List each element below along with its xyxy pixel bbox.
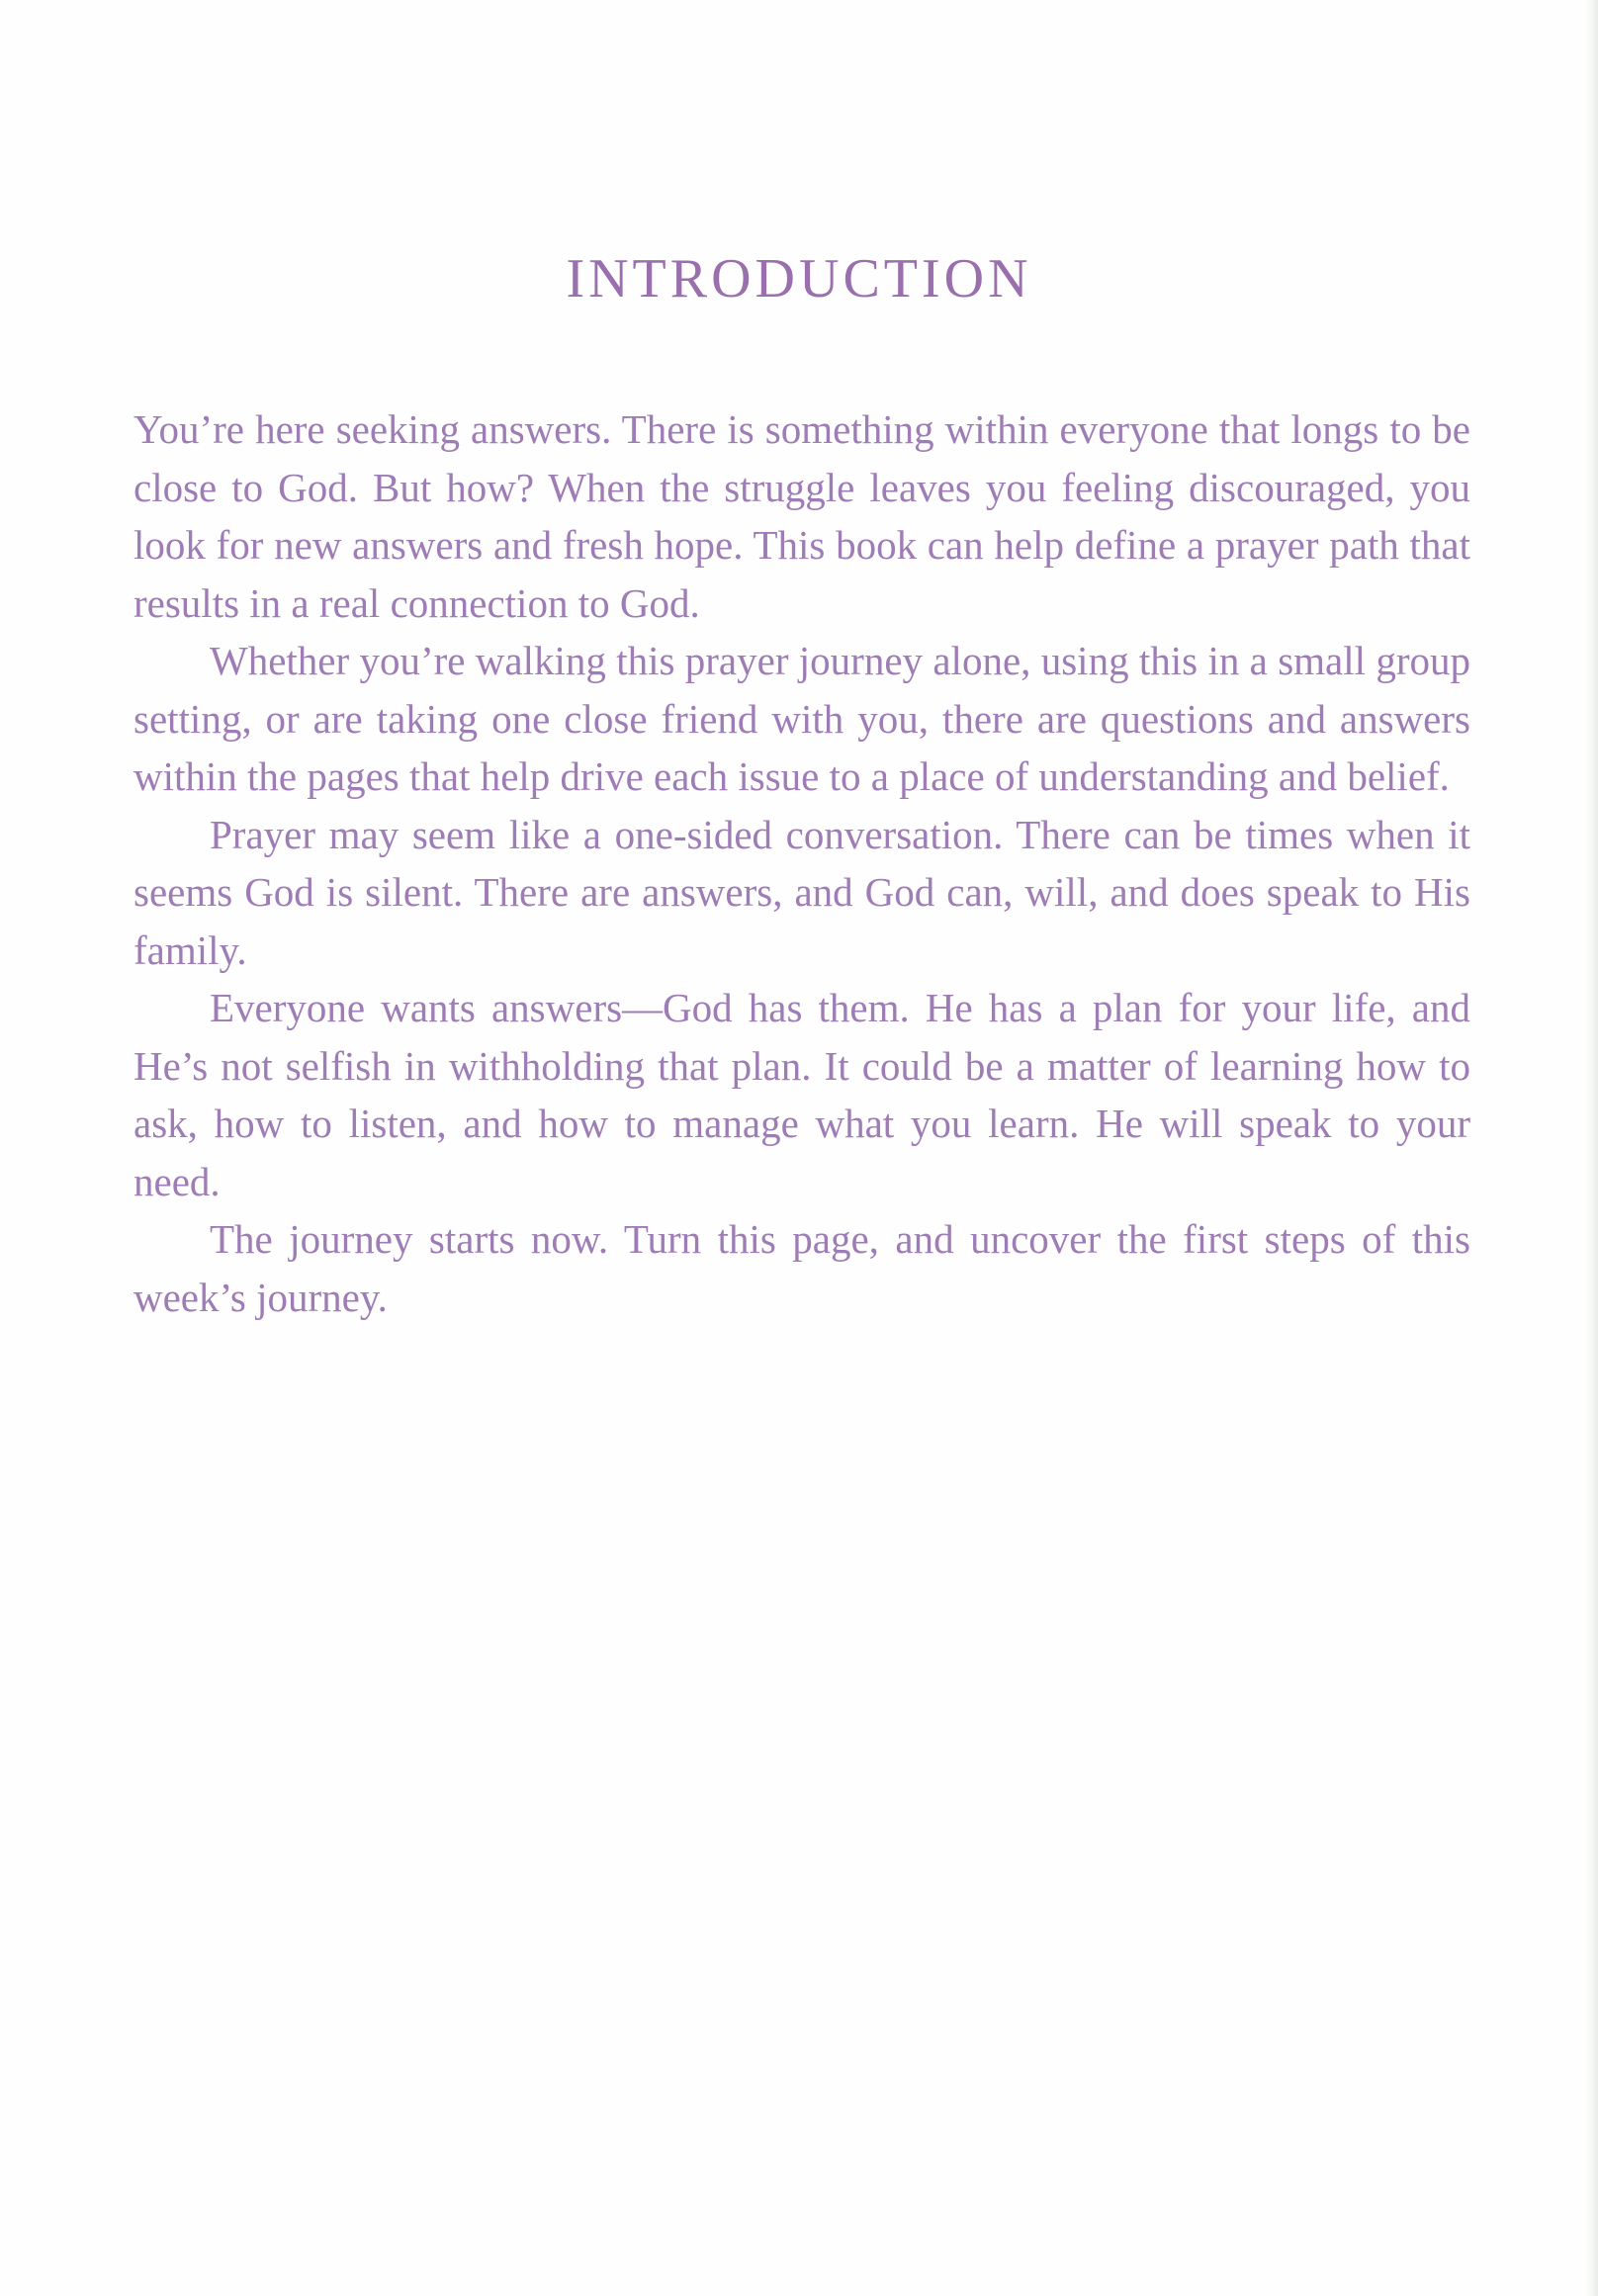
page-title: INTRODUCTION <box>566 248 1032 309</box>
paragraph-1: You’re here seeking answers. There is something within everyone that longs to be close to God. But how? When the struggle leaves you feeling discouraged, you look for new answers and fresh hope. This book can help define a prayer path that results in a real connection to God. <box>133 406 1470 626</box>
paragraph-5: The journey starts now. Turn this page, and uncover the first steps of this week’s journey. <box>133 1216 1470 1320</box>
scan-edge-shadow <box>1584 0 1598 2296</box>
paragraph-2: Whether you’re walking this prayer journey alone, using this in a small group setting, or are taking one close friend with you, there are questions and answers within the pages that help drive each issue to a place of understanding and belief. <box>133 638 1470 799</box>
paragraph-4: Everyone wants answers—God has them. He has a plan for your life, and He’s not selfish in withholding that plan. It could be a matter of learning how to ask, how to listen, and how to manage what you learn. He will speak to your need. <box>133 985 1470 1204</box>
introduction-body <box>133 400 1470 1326</box>
paragraph-3: Prayer may seem like a one-sided conversation. There can be times when it seems God is silent. There are answers, and God can, will, and does speak to His family. <box>133 811 1470 973</box>
